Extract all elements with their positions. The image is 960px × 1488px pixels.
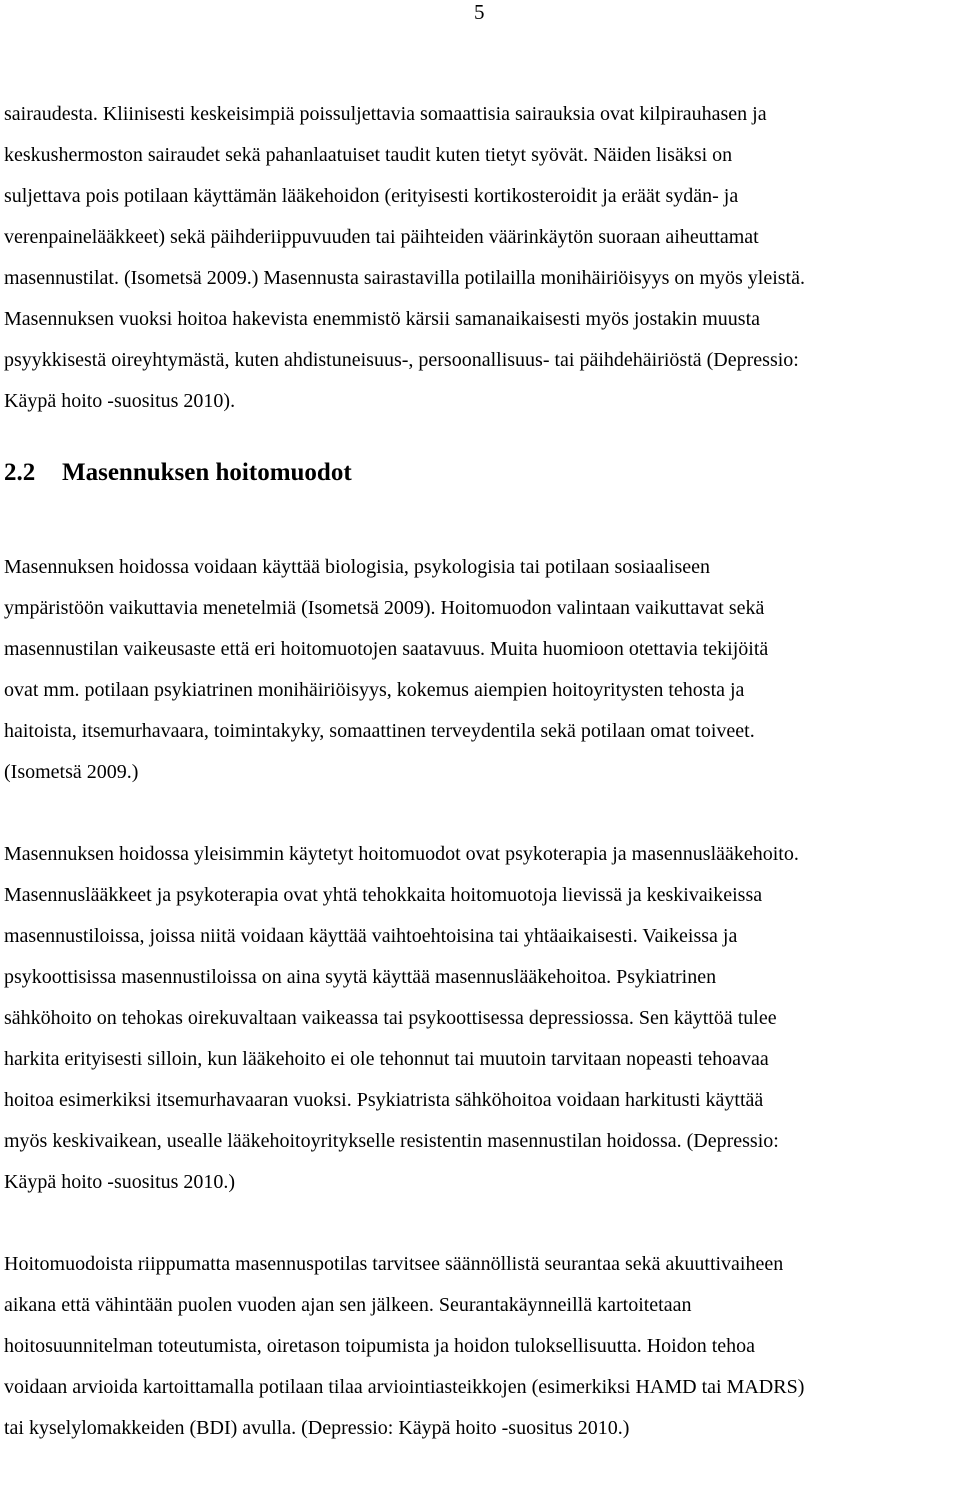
paragraph-line: tai kyselylomakkeiden (BDI) avulla. (Depressio: Käypä hoito -suositus 2010.) [4, 1417, 630, 1439]
paragraph-line: psyykkisestä oireyhtymästä, kuten ahdistuneisuus-, persoonallisuus- tai päihdehäiriöstä (Depressio: [4, 349, 799, 371]
paragraph-line: Käypä hoito -suositus 2010.) [4, 1171, 236, 1193]
paragraph-line: masennustiloissa, joissa niitä voidaan käyttää vaihtoehtoisina tai yhtäaikaisesti. Vaikeissa ja [4, 925, 738, 947]
paragraph-line: suljettava pois potilaan käyttämän lääkehoidon (erityisesti kortikosteroidit ja eräät sydän- ja [4, 185, 739, 207]
paragraph-line: verenpainelääkkeet) sekä päihderiippuvuuden tai päihteiden väärinkäytön suoraan aiheuttamat [4, 226, 759, 248]
paragraph-line: Hoitomuodoista riippumatta masennuspotilas tarvitsee säännöllistä seurantaa sekä akuuttivaiheen [4, 1253, 784, 1275]
paragraph-line: hoitosuunnitelman toteutumista, oiretason toipumista ja hoidon tuloksellisuutta. Hoidon tehoa [4, 1335, 756, 1357]
paragraph-line: myös keskivaikean, usealle lääkehoitoyritykselle resistentin masennustilan hoidossa. (Depressio: [4, 1130, 779, 1152]
section-number: 2.2 [4, 459, 36, 486]
paragraph-line: aikana että vähintään puolen vuoden ajan sen jälkeen. Seurantakäynneillä kartoitetaan [4, 1294, 692, 1316]
paragraph-line: ympäristöön vaikuttavia menetelmiä (Isometsä 2009). Hoitomuodon valintaan vaikuttavat sekä [4, 597, 765, 619]
paragraph-line: Käypä hoito -suositus 2010). [4, 390, 236, 412]
paragraph-line: harkita erityisesti silloin, kun lääkehoito ei ole tehonnut tai muutoin tarvitaan nopeasti tehoavaa [4, 1048, 769, 1070]
paragraph-line: Masennuksen hoidossa voidaan käyttää biologisia, psykologisia tai potilaan sosiaaliseen [4, 556, 710, 578]
paragraph-line: masennustilan vaikeusaste että eri hoitomuotojen saatavuus. Muita huomioon otettavia tekijöitä [4, 638, 769, 660]
paragraph-3 [4, 834, 960, 1203]
section-title: Masennuksen hoitomuodot [62, 459, 352, 486]
section-heading [4, 452, 960, 493]
page-number: 5 [474, 0, 485, 24]
paragraph-1 [4, 94, 960, 422]
paragraph-line: Masennuslääkkeet ja psykoterapia ovat yhtä tehokkaita hoitomuotoja lievissä ja keskivaikeissa [4, 884, 763, 906]
paragraph-line: sähköhoito on tehokas oirekuvaltaan vaikeassa tai psykoottisessa depressiossa. Sen käyttöä tulee [4, 1007, 777, 1029]
paragraph-line: ovat mm. potilaan psykiatrinen monihäiriöisyys, kokemus aiempien hoitoyritysten tehosta ja [4, 679, 745, 701]
paragraph-4 [4, 1244, 960, 1449]
paragraph-line: psykoottisissa masennustiloissa on aina syytä käyttää masennuslääkehoitoa. Psykiatrinen [4, 966, 717, 988]
paragraph-line: sairaudesta. Kliinisesti keskeisimpiä poissuljettavia somaattisia sairauksia ovat kilpirauhasen ja [4, 103, 767, 125]
paragraph-line: keskushermoston sairaudet sekä pahanlaatuiset taudit kuten tietyt syövät. Näiden lisäksi on [4, 144, 733, 166]
paragraph-line: haitoista, itsemurhavaara, toimintakyky, somaattinen terveydentila sekä potilaan omat toiveet. [4, 720, 755, 742]
paragraph-line: Masennuksen hoidossa yleisimmin käytetyt hoitomuodot ovat psykoterapia ja masennuslääkehoito. [4, 843, 799, 865]
document-body [4, 94, 960, 1449]
paragraph-line: voidaan arvioida kartoittamalla potilaan tilaa arviointiasteikkojen (esimerkiksi HAMD tai MADRS) [4, 1376, 805, 1398]
paragraph-line: (Isometsä 2009.) [4, 761, 139, 783]
paragraph-2 [4, 547, 960, 793]
paragraph-line: Masennuksen vuoksi hoitoa hakevista enemmistö kärsii samanaikaisesti myös jostakin muusta [4, 308, 760, 330]
paragraph-line: hoitoa esimerkiksi itsemurhavaaran vuoksi. Psykiatrista sähköhoitoa voidaan harkitusti käyttää [4, 1089, 764, 1111]
paragraph-line: masennustilat. (Isometsä 2009.) Masennusta sairastavilla potilailla monihäiriöisyys on myös yleistä. [4, 267, 805, 289]
